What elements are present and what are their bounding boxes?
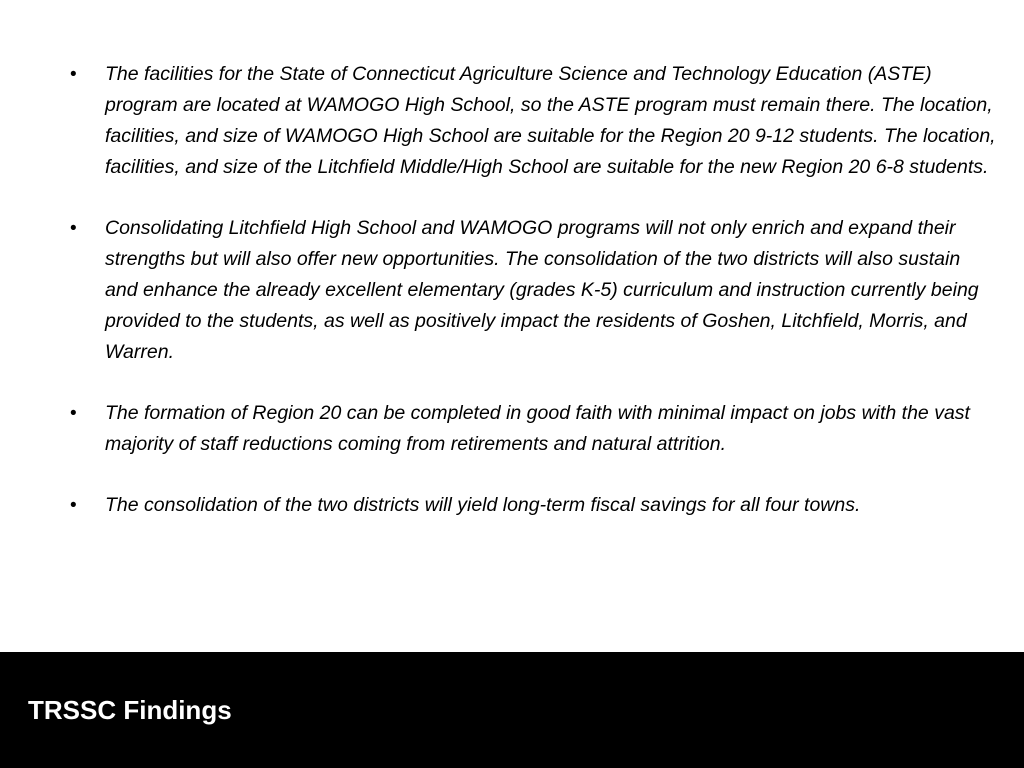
slide-title: TRSSC Findings xyxy=(28,695,232,725)
footer-bar xyxy=(0,652,1024,768)
bullet-item xyxy=(68,490,998,521)
bullet-text: The formation of Region 20 can be completed in good faith with minimal impact on jobs with the vast majority of staff reductions coming from retirements and natural attrition. xyxy=(105,402,970,455)
bullet-item xyxy=(68,398,998,460)
bullet-text: The facilities for the State of Connecticut Agriculture Science and Technology Education (ASTE) program are located at WAMOGO High School, so the ASTE program must remain there. The location, facilities, and size of WAMOGO High School are suitable for the Region 20 9-12 students. The location, facilities, and size of the Litchfield Middle/High School are suitable for the new Region 20 6-8 students. xyxy=(105,63,996,178)
bullet-text: The consolidation of the two districts will yield long-term fiscal savings for all four towns. xyxy=(105,494,861,516)
bullet-marker: • xyxy=(70,218,77,239)
bullet-marker: • xyxy=(70,64,77,85)
bullet-item xyxy=(68,213,998,368)
bullet-item xyxy=(68,59,998,183)
bullet-list xyxy=(68,59,998,551)
bullet-text: Consolidating Litchfield High School and WAMOGO programs will not only enrich and expand their strengths but will also offer new opportunities. The consolidation of the two districts will also sustain and enhance the already excellent elementary (grades K-5) curriculum and instruction currently being provided to the students, as well as positively impact the residents of Goshen, Litchfield, Morris, and Warren. xyxy=(105,217,979,363)
bullet-marker: • xyxy=(70,403,77,424)
bullet-marker: • xyxy=(70,495,77,516)
